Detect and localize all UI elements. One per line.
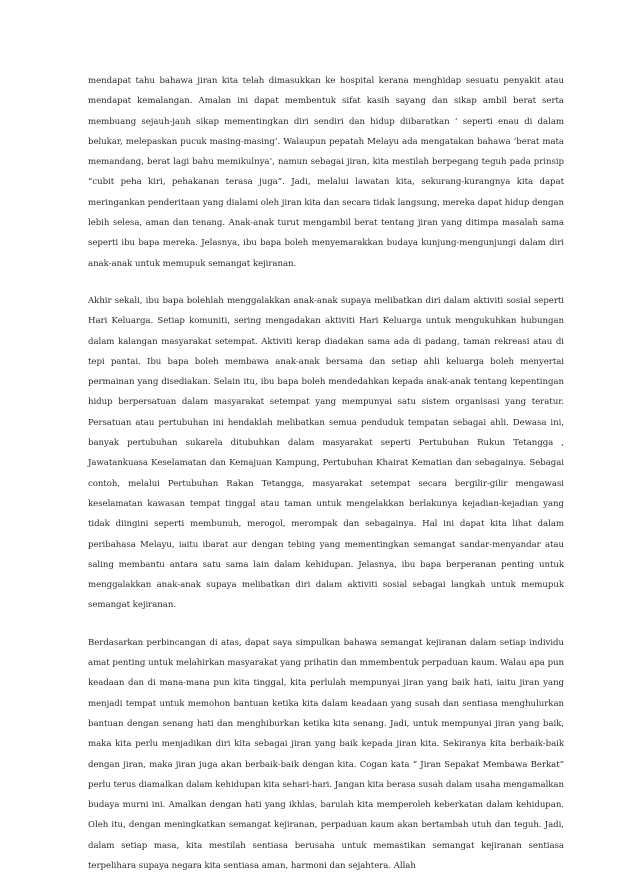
paragraph-conclusion: Berdasarkan perbincangan di atas, dapat saya simpulkan bahawa semangat kejiranan dalam setiap individu amat penting untuk melahirkan masyarakat yang prihatin dan mmembentuk perpaduan kaum. Walau apa pun keadaan dan di mana-mana pun kita tinggal, kita perlulah mempunyai jiran yang baik hati, iaitu jiran yang menjadi tempat untuk memohon bantuan ketika kita dalam keadaan yang susah dan sentiasa menghulurkan bantuan dengan senang hati dan menghiburkan ketika kita senang. Jadi, untuk mempunyai jiran yang baik, maka kita perlu menjadikan diri kita sebagai jiran yang baik kepada jiran kita. Sekiranya kita berbaik-baik dengan jiran, maka jiran juga akan berbaik-baik dengan kita. Cogan kata “ Jiran Sepakat Membawa Berkat” perlu terus diamalkan dalam kehidupan kita sehari-hari. Jangan kita berasa susah dalam usaha mengamalkan budaya murni ini. Amalkan dengan hati yang ikhlas, barulah kita memperoleh keberkatan dalam kehidupan. Oleh itu, dengan meningkatkan semangat kejiranan, perpaduan kaum akan bertambah utuh dan teguh. Jadi, dalam setiap masa, kita mestilah sentiasa berusaha untuk memastikan semangat kejiranan sentiasa terpelihara supaya negara kita sentiasa aman, harmoni dan sejahtera. Allah (88, 637, 564, 871)
paragraph-social-activities: Akhir sekali, ibu bapa bolehlah menggalakkan anak-anak supaya melibatkan diri dalam aktiviti sosial seperti Hari Keluarga. Setiap komuniti, sering mengadakan aktiviti Hari Keluarga untuk mengukuhkan hubungan dalam kalangan masyarakat setempat. Aktiviti kerap diadakan sama ada di padang, taman rekreasi atau di tepi pantai. Ibu bapa boleh membawa anak-anak bersama dan setiap ahli keluarga boleh menyertai permainan yang disediakan. Selain itu, ibu bapa boleh mendedahkan kepada anak-anak tentang kepentingan hidup berpersatuan dalam masyarakat setempat yang mempunyai satu sistem organisasi yang teratur. Persatuan atau pertubuhan ini hendaklah melibatkan semua penduduk tempatan sebagai ahli. Dewasa ini, banyak pertubuhan sukarela ditubuhkan dalam masyarakat seperti Pertubuhan Rukun Tetangga , Jawatankuasa Keselamatan dan Kemajuan Kampung, Pertubuhan Khairat Kematian dan sebagainya. Sebagai contoh, melalui Pertubuhan Rakan Tetangga, masyarakat setempat secara bergilir-gilir mengawasi keselamatan kawasan tempat tinggal atau taman untuk mengelakkan berlakunya kejadian-kejadian yang tidak diingini seperti membunuh, merogol, merompak dan sebagainya. Hal ini dapat kita lihat dalam peribahasa Melayu, iaitu ibarat aur dengan tebing yang mementingkan semangat sandar-menyandar atau saling membantu antara satu sama lain dalam kehidupan. Jelasnya, ibu bapa berperanan penting untuk menggalakkan anak-anak supaya melibatkan diri dalam aktiviti sosial sebagai langkah untuk memupuk semangat kejiranan. (88, 295, 564, 611)
paragraph-hospital-visit: mendapat tahu bahawa jiran kita telah dimasukkan ke hospital kerana menghidap sesuatu penyakit atau mendapat kemalangan. Amalan ini dapat membentuk sifat kasih sayang dan sikap ambil berat serta membuang sejauh-jauh sikap mementingkan diri sendiri dan hidup diibaratkan ‘ seperti enau di dalam belukar, melepaskan pucuk masing-masing’. Walaupun pepatah Melayu ada mengatakan bahawa ‘berat mata memandang, berat lagi bahu memikulnya’, namun sebagai jiran, kita mestilah berpegang teguh pada prinsip “cubit peha kiri, pehakanan terasa juga”. Jadi, melalui lawatan kita, sekurang-kurangnya kita dapat meringankan penderitaan yang dialami oleh jiran kita dan secara tidak langsung, mereka dapat hidup dengan lebih selesa, aman dan tenang. Anak-anak turut mengambil berat tentang jiran yang ditimpa masalah sama seperti ibu bapa mereka. Jelasnya, ibu bapa boleh menyemarakkan budaya kunjung-mengunjungi dalam diri anak-anak untuk memupuk semangat kejiranan. (88, 76, 564, 269)
essay-body (88, 71, 564, 876)
